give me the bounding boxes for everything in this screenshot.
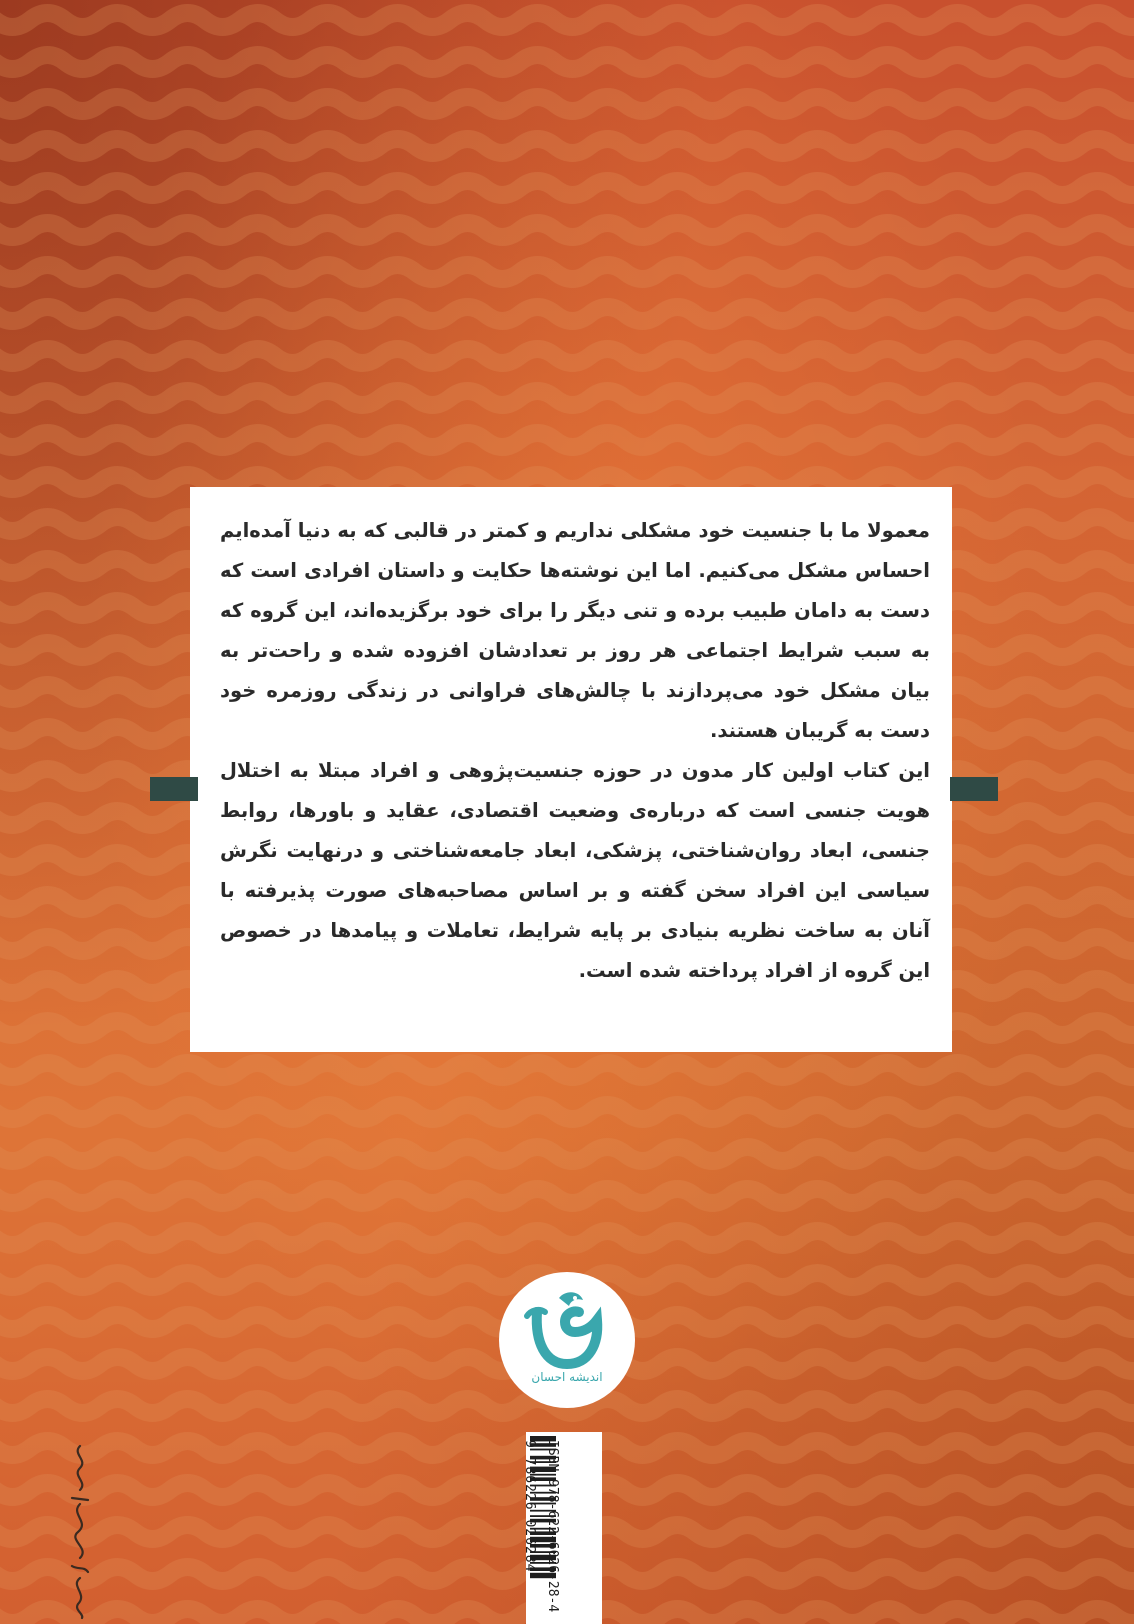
cover-designer-signature — [58, 1440, 102, 1620]
wave-line — [0, 265, 1134, 279]
wave-line — [0, 433, 1134, 447]
barcode-bars — [526, 1432, 602, 1624]
bird-logo-icon — [499, 1272, 635, 1408]
isbn-label: ISBN 978-622-6026-28-4 — [545, 1440, 560, 1613]
blurb-paragraph-2: این کتاب اولین کار مدون در حوزه جنسیت‌پژوهی و افراد مبتلا به اختلال هویت جنسی است که درباره‌ی وضعیت اقتصادی، عقاید و باورها، روابط جنسی، ابعاد روان‌شناختی، پزشکی، ابعاد جامعه‌شناختی و درنهایت نگرش سیاسی این افراد سخن گفته و بر اساس مصاحبه‌های صورت پذیرفته با آنان به ساخت نظریه بنیادی بر پایه شرایط، تعاملات و پیامدها در خصوص این گروه از افراد پرداخته شده است. — [220, 759, 930, 982]
wave-line — [0, 223, 1134, 237]
blurb-card — [190, 487, 952, 1052]
wave-line — [0, 139, 1134, 153]
wave-line — [0, 1231, 1134, 1245]
wave-line — [0, 1147, 1134, 1161]
left-accent-bar — [150, 777, 198, 801]
isbn-barcode — [526, 1432, 602, 1624]
wave-line — [0, 97, 1134, 111]
wave-line — [0, 181, 1134, 195]
wave-line — [0, 349, 1134, 363]
wave-line — [0, 1105, 1134, 1119]
isbn-digits: 9 786226 026284 — [522, 1440, 537, 1573]
wave-line — [0, 391, 1134, 405]
wave-line — [0, 1189, 1134, 1203]
wave-line — [0, 55, 1134, 69]
wave-line — [0, 1063, 1134, 1077]
publisher-name: اندیشه احسان — [531, 1370, 603, 1384]
wave-line — [0, 307, 1134, 321]
blurb-paragraph-1: معمولا ما با جنسیت خود مشکلی نداریم و کمتر در قالبی که به دنیا آمده‌ایم احساس مشکل می‌کنیم. اما این نوشته‌ها حکایت و داستان افرادی است که دست به دامان طبیب برده و تنی دیگر را برای خود برگزیده‌اند، این گروه که به سبب شرایط اجتماعی هر روز بر تعدادشان افزوده شده و راحت‌تر به بیان مشکل خود می‌پردازند با چالش‌های فراوانی در زندگی روزمره خود دست به گریبان هستند. — [220, 519, 930, 742]
wave-line — [0, 13, 1134, 27]
right-accent-bar — [950, 777, 998, 801]
publisher-logo — [499, 1272, 635, 1408]
